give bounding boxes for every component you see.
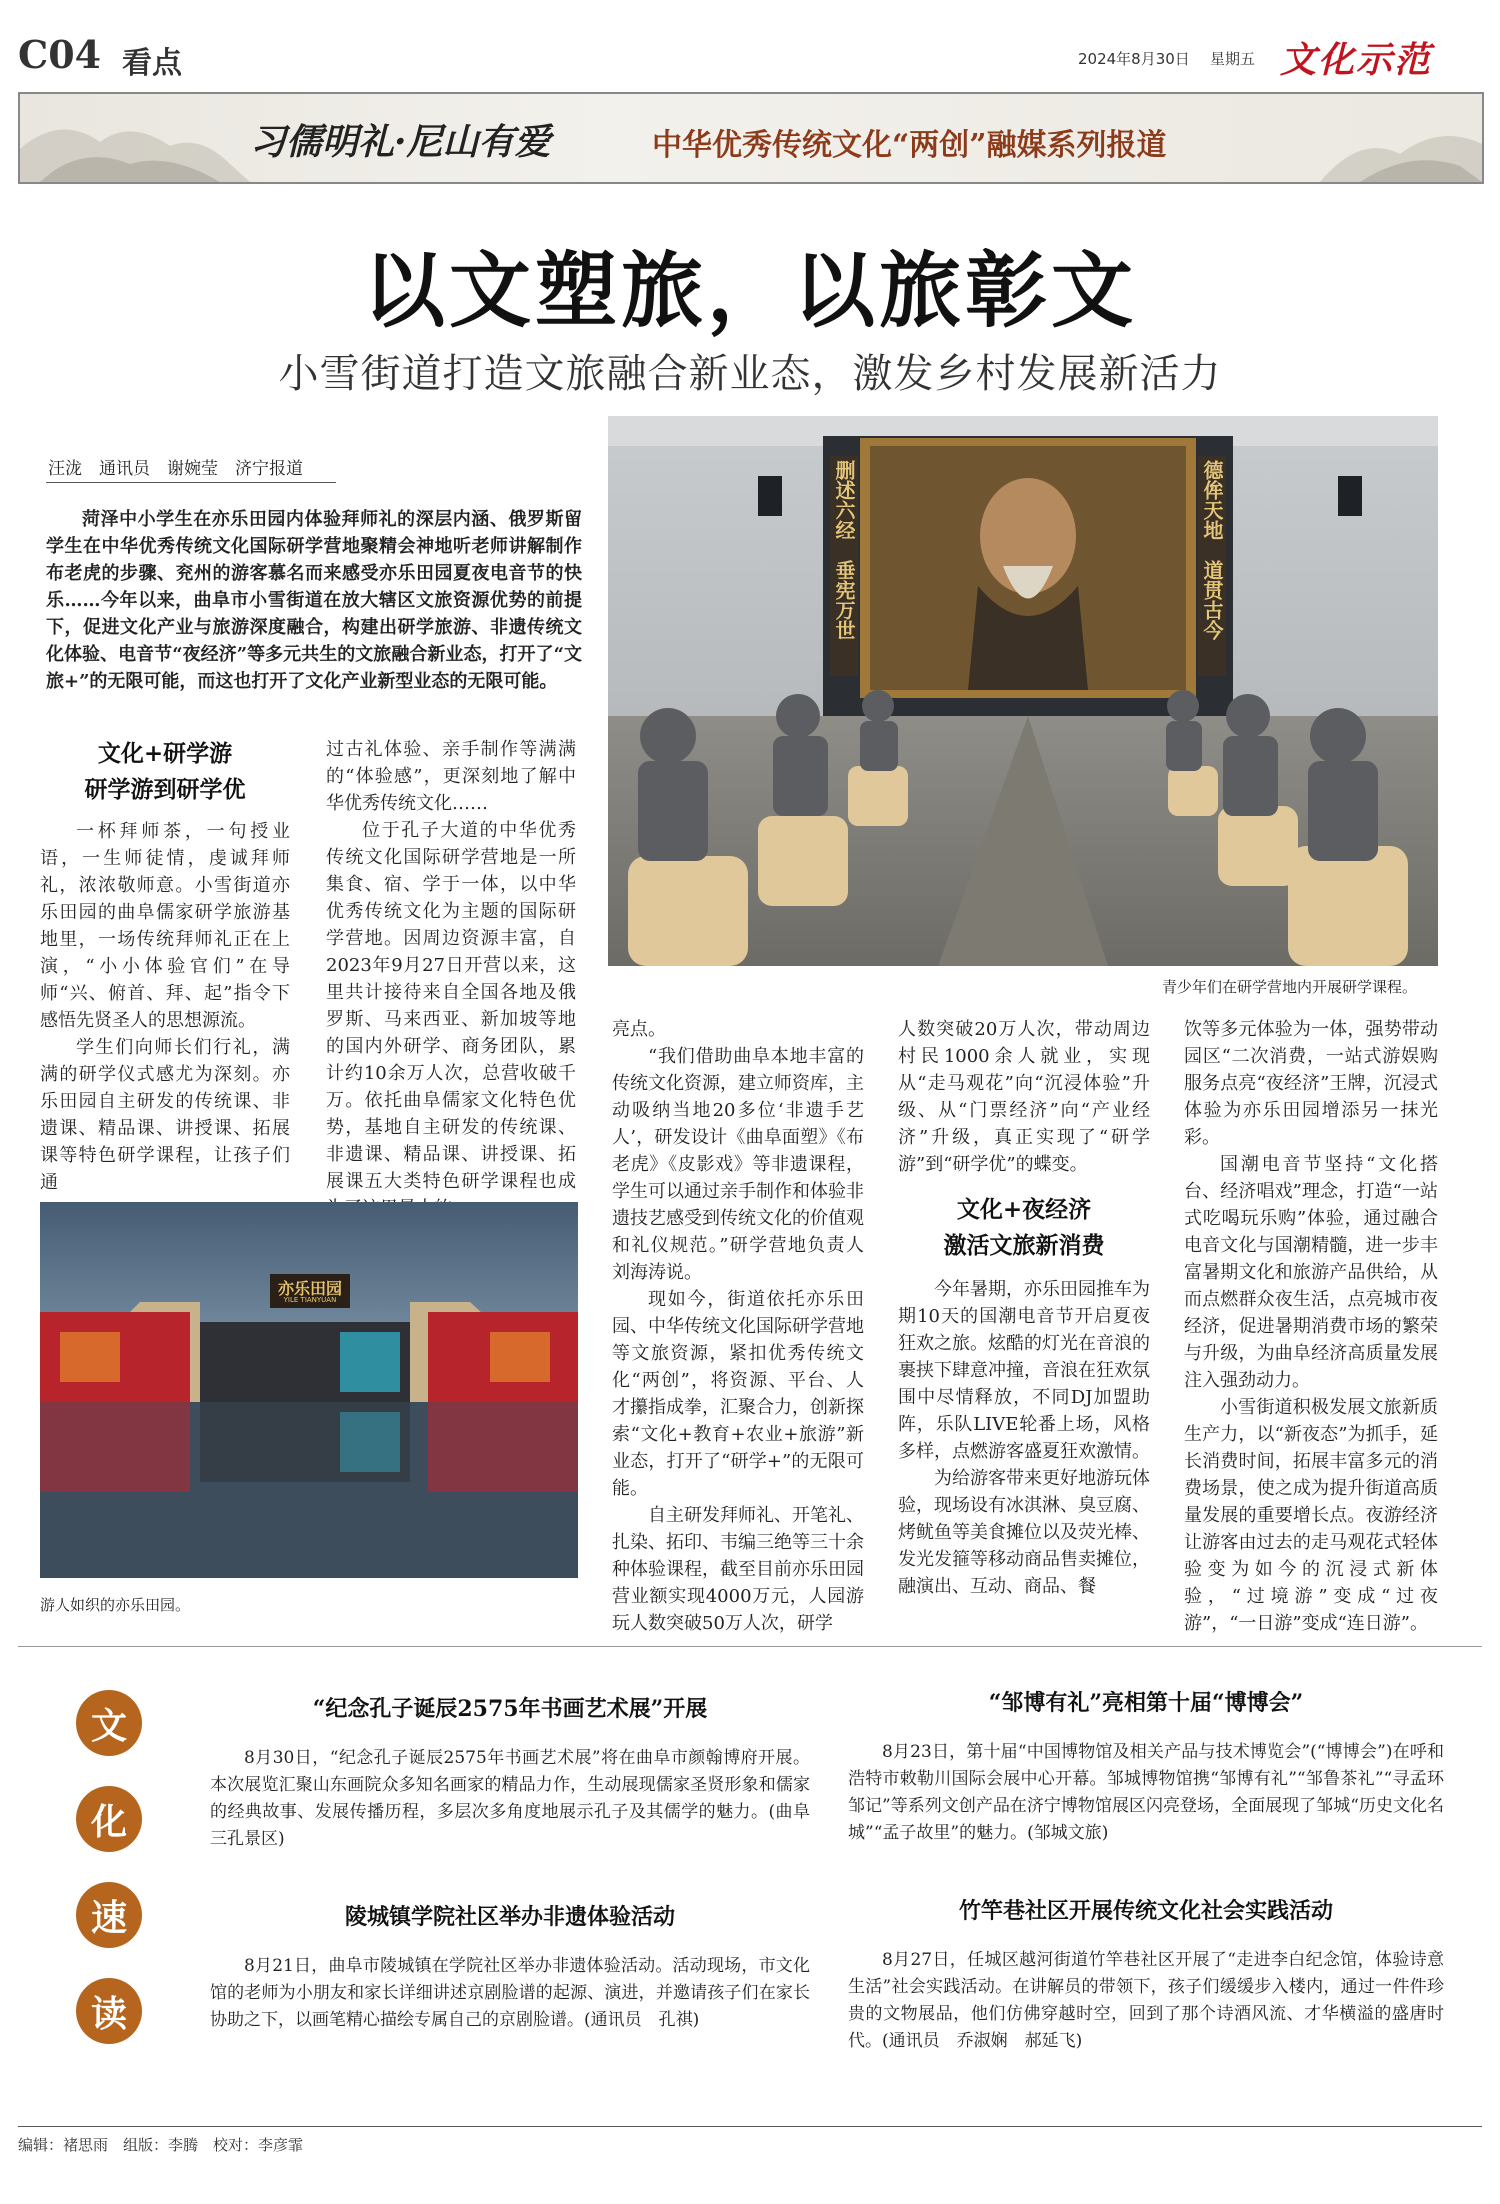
hall-banner-right-text: 德侔天地 道贯古今: [1200, 460, 1224, 640]
section-heading-line1: 文化+研学游: [97, 740, 233, 767]
speedread-item: [848, 1894, 1444, 2055]
speedread-char: 文: [76, 1690, 142, 1756]
article-subtitle: 小雪街道打造文旅融合新业态，激发乡村发展新活力: [278, 351, 1222, 397]
speedread-item: [210, 1900, 810, 2034]
issue-date: 2024年8月30日: [1078, 50, 1190, 68]
speedread-title: “纪念孔子诞辰2575年书画艺术展”开展: [312, 1696, 708, 1722]
paragraph: 国潮电音节坚持“文化搭台、经济唱戏”理念，打造“一站式吃喝玩乐购”体验，通过融合电音文化与国潮精髓，进一步丰富暑期文化和旅游产品供给，从而点燃群众夜生活，点亮城市夜经济，促进暑期消费市场的繁荣与升级，为曲阜经济高质量发展注入强劲动力。: [1184, 1154, 1438, 1391]
speedread-char: 读: [76, 1978, 142, 2044]
speedread-title: 竹竿巷社区开展传统文化社会实践活动: [958, 1898, 1333, 1924]
paragraph-continued: 人数突破20万人次，带动周边村民1000余人就业，实现从“走马观花”向“沉浸体验”升级、从“门票经济”向“产业经济”升级，真正实现了“研学游”到“研学优”的蝶变。: [898, 1019, 1150, 1175]
column-5: [1184, 1016, 1438, 1637]
park-sign-cn: 亦乐田园: [277, 1279, 342, 1298]
speedread-body: 8月23日，第十届“中国博物馆及相关产品与技术博览会”(“博博会”)在呼和浩特市敕勒川国际会展中心开幕。邹城博物馆携“邹博有礼”“邹鲁茶礼”“寻孟环邹记”等系列文创产品在济宁博物馆展区闪亮登场，全面展现了邹城“历史文化名城”“孟子故里”的魅力。(邹城文旅): [848, 1742, 1444, 1843]
banner-series-title: 中华优秀传统文化“两创”融媒系列报道: [652, 128, 1167, 163]
byline: 汪泷 通讯员 谢婉莹 济宁报道: [48, 459, 303, 479]
section-heading-line1: 文化+夜经济: [956, 1196, 1092, 1223]
page-number: C04: [18, 32, 102, 77]
speedread-item: [848, 1686, 1444, 1847]
series-banner: [18, 92, 1484, 184]
paragraph-continued: 饮等多元体验为一体，强势带动园区“二次消费，一站式游娱购服务点亮“夜经济”王牌，沉浸式体验为亦乐田园增添另一抹光彩。: [1184, 1019, 1438, 1148]
paragraph-continued: 过古礼体验、亲手制作等满满的“体验感”，更深刻地了解中华优秀传统文化……: [326, 739, 576, 814]
lead-text: 菏泽中小学生在亦乐田园内体验拜师礼的深层内涵、俄罗斯留学生在中华优秀传统文化国际研学营地聚精会神地听老师讲解制作布老虎的步骤、兖州的游客慕名而来感受亦乐田园夏夜电音节的快乐……今年以来，曲阜市小雪街道在放大辖区文旅资源优势的前提下，促进文化产业与旅游深度融合，构建出研学旅游、非遗传统文化体验、电音节“夜经济”等多元共生的文旅融合新业态，打开了“文旅+”的无限可能，而这也打开了文化产业新型业态的无限可能。: [46, 509, 582, 692]
speedread-title: “邹博有礼”亮相第十届“博博会”: [988, 1690, 1304, 1716]
paragraph: 小雪街道积极发展文旅新质生产力，以“新夜态”为抓手，延长消费时间，拓展丰富多元的消费场景，使之成为提升街道高质量发展的重要增长点。夜游经济让游客由过去的走马观花式轻体验变为如今的沉浸式新体验，“过境游”变成“过夜游”，“一日游”变成“连日游”。: [1184, 1397, 1438, 1634]
speedread-divider: [18, 1646, 1482, 1647]
section-heading-research: [40, 736, 290, 808]
park-gate-illustration: [40, 1202, 578, 1578]
footer-credits: 编辑：褚思雨 组版：李腾 校对：李彦霏: [18, 2136, 304, 2154]
paragraph: 一杯拜师茶，一句授业语，一生师徒情，虔诚拜师礼，浓浓敬师意。小雪街道亦乐田园的曲阜儒家研学旅游基地里，一场传统拜师礼正在上演，“小小体验官们”在导师“兴、俯首、拜、起”指令下感悟先贤圣人的思想源流。: [40, 821, 290, 1031]
hall-banner-right: [1198, 460, 1226, 645]
paragraph: 现如今，街道依托亦乐田园、中华传统文化国际研学营地等文旅资源，紧扣优秀传统文化“两创”，将资源、平台、人才攥指成拳，汇聚合力，创新探索“文化+教育+农业+旅游”新业态，打开了“研学+”的无限可能。: [612, 1289, 864, 1499]
photo-caption: 游人如织的亦乐田园。: [40, 1596, 191, 1614]
hall-banner-left: [830, 460, 858, 645]
column-4: [898, 1016, 1150, 1600]
photo-study-hall: [608, 416, 1438, 966]
section-heading-night: [898, 1192, 1150, 1264]
speedread-body: 8月27日，任城区越河街道竹竿巷社区开展了“走进李白纪念馆，体验诗意生活”社会实践活动。在讲解员的带领下，孩子们缓缓步入楼内，通过一件件珍贵的文物展品，他们仿佛穿越时空，回到了那个诗酒风流、才华横溢的盛唐时代。(通讯员 乔淑娴 郝延飞): [848, 1950, 1444, 2051]
park-sign-en: YILE TIANYUAN: [283, 1296, 337, 1304]
footer-rule: [18, 2126, 1482, 2127]
page-header: [18, 30, 1482, 82]
speedread-body: 8月21日，曲阜市陵城镇在学院社区举办非遗体验活动。活动现场，市文化馆的老师为小朋友和家长详细讲述京剧脸谱的起源、演进，并邀请孩子们在家长协助之下，以画笔精心描绘专属自己的京剧脸谱。(通讯员 孔祺): [210, 1956, 810, 2030]
paragraph: 今年暑期，亦乐田园推车为期10天的国潮电音节开启夏夜狂欢之旅。炫酷的灯光在音浪的裹挟下肆意冲撞，音浪在狂欢氛围中尽情释放，不同DJ加盟助阵，乐队LIVE轮番上场，风格多样，点燃游客盛夏狂欢激情。: [898, 1279, 1150, 1462]
hall-banner-left-text: 删述六经 垂宪万世: [832, 460, 856, 640]
study-hall-illustration: [608, 416, 1438, 966]
banner-calligraphy: 习儒明礼·尼山有爱: [250, 121, 551, 163]
article-title: 以文塑旅，以旅彰文: [362, 243, 1137, 339]
paragraph-continued: 亮点。: [612, 1019, 666, 1040]
section-heading-line2: 激活文旅新消费: [943, 1232, 1105, 1259]
speedread-item: [210, 1692, 810, 1853]
paragraph: 为给游客带来更好地游玩体验，现场设有冰淇淋、臭豆腐、烤鱿鱼等美食摊位以及荧光棒、发光发箍等移动商品售卖摊位，融演出、互动、商品、餐: [898, 1468, 1150, 1597]
speedread-body: 8月30日，“纪念孔子诞辰2575年书画艺术展”将在曲阜市颜翰博府开展。本次展览汇聚山东画院众多知名画家的精品力作，生动展现儒家圣贤形象和儒家的经典故事、发展传播历程，多层次多角度地展示孔子及其儒学的魅力。(曲阜三孔景区): [210, 1748, 810, 1849]
column-3: [612, 1016, 864, 1637]
speedread-char: 速: [76, 1882, 142, 1948]
section-heading-line2: 研学游到研学优: [84, 776, 246, 803]
section-name: 看点: [122, 46, 182, 81]
lead-paragraph: [46, 506, 582, 695]
byline-rule: [46, 482, 336, 483]
paragraph: 自主研发拜师礼、开笔礼、扎染、拓印、韦编三绝等三十余种体验课程，截至目前亦乐田园营业额实现4000万元，人园游玩人数突破50万人次，研学: [612, 1505, 864, 1634]
speedread-label: [76, 1690, 142, 2044]
issue-weekday: 星期五: [1210, 50, 1256, 68]
speedread-char: 化: [76, 1786, 142, 1852]
paragraph: 位于孔子大道的中华优秀传统文化国际研学营地是一所集食、宿、学于一体，以中华优秀传统文化为主题的国际研学营地。因周边资源丰富，自2023年9月27日开营以来，这里共计接待来自全国各地及俄罗斯、马来西亚、新加坡等地的国内外研学、商务团队，累计约10余万人次，总营收破千万。依托曲阜儒家文化特色优势，基地自主研发的传统课、非遗课、精品课、讲授课、拓展课五大类特色研学课程也成: [326, 820, 576, 1192]
paragraph: 学生们向师长们行礼，满满的研学仪式感尤为深刻。亦乐田园自主研发的传统课、非遗课、精品课、讲授课、拓展课等特色研学课程，让孩子们通: [40, 1037, 290, 1193]
masthead-logo: 文化示范: [1280, 39, 1433, 81]
column-1: [40, 736, 290, 1196]
column-2: [326, 736, 576, 1222]
photo-caption: 青少年们在研学营地内开展研学课程。: [1162, 978, 1418, 996]
speedread-title: 陵城镇学院社区举办非遗体验活动: [344, 1904, 675, 1930]
paragraph: “我们借助曲阜本地丰富的传统文化资源，建立师资库，主动吸纳当地20多位‘非遗手艺人’，研发设计《曲阜面塑》《布老虎》《皮影戏》等非遗课程，学生可以通过亲手制作和体验非遗技艺感受到传统文化的价值观和礼仪规范。”研学营地负责人刘海涛说。: [612, 1046, 864, 1283]
photo-park-gate: [40, 1202, 578, 1578]
